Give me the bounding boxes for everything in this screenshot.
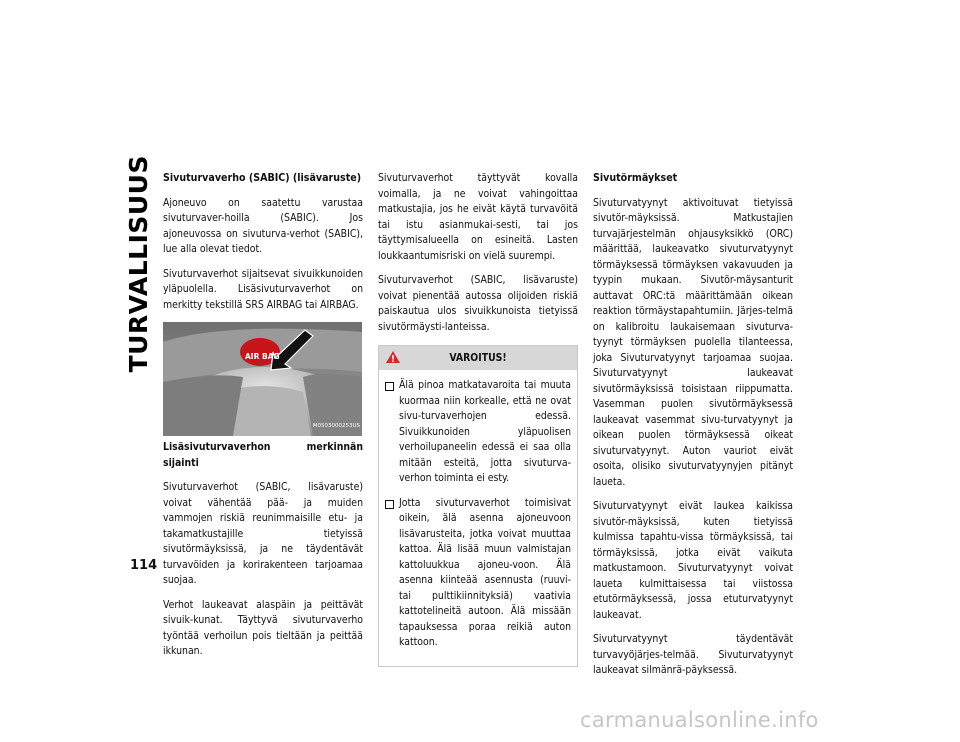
airbag-label-figure bbox=[163, 322, 362, 436]
paragraph: Sivuturvatyynyt aktivoituvat tietyissä sivutör-mäyksissä. Matkustajien turvajärjestelmän ohjausyksikkö (ORC) määrittää, laukeavatko sivuturvatyynyt törmäyksessä törmäyksen vakavuuden ja tyypin mukaan. Sivutör-mäysanturit auttavat ORC:tä määrittämään oikean reaktion törmäystapahtumiin. Järjes-telmä on kalibroitu laukaisemaan sivuturva-tyynyt törmäyksen puolella tilanteessa, joka Sivuturvatyynyt tarjoamaa suojaa. Sivuturvatyynyt laukeavat sivutörmäyksissä toisistaan riippumatta. Vasemman puolen sivutörmäyksessä laukeavat vasemmat sivu-turvatyynyt ja oikean puolen törmäyksessä oikeat sivuturvatyynyt. Auton vauriot eivät osoita, olisiko sivuturvatyynyjen pitänyt laueta. bbox=[593, 196, 793, 488]
figure-caption: Lisäsivuturvaverhon merkinnän sijainti bbox=[163, 441, 363, 469]
column-3 bbox=[593, 171, 793, 688]
checkbox-bullet-icon bbox=[385, 382, 394, 391]
paragraph: Sivuturvaverhot täyttyvät kovalla voimalla, ja ne voivat vahingoittaa matkustajia, jos he eivät käytä turvavöitä tai istu asianmukai-sesti, tai jos täyttymisalueella on esineitä. Lasten loukkaantumisriski on vielä suurempi. bbox=[378, 172, 578, 262]
column-2 bbox=[378, 171, 578, 667]
paragraph: Sivuturvatyynyt eivät laukea kaikissa sivutör-mäyksissä, kuten tietyissä kulmissa tapahtu-vissa törmäyksissä, tai törmäyksissä, jotka eivät vaikuta matkustamoon. Sivuturvatyynyt voivat laueta kulmittaisessa tai viistossa etutörmäyksessä, jossa etuturvatyynyt laukeavat. bbox=[593, 500, 793, 621]
paragraph: Ajoneuvo on saatettu varustaa sivuturvaver-hoilla (SABIC). Jos ajoneuvossa on sivuturva-verhot (SABIC), lue alla olevat tiedot. bbox=[163, 196, 363, 255]
paragraph: Verhot laukeavat alaspäin ja peittävät sivuik-kunat. Täyttyvä sivuturvaverho työntää verhoilun pois tieltään ja peittää ikkunan. bbox=[163, 598, 363, 657]
list-item bbox=[385, 378, 571, 487]
list-item bbox=[385, 496, 571, 651]
airbag-label-text: AIR BAG bbox=[245, 352, 280, 361]
warning-box bbox=[378, 345, 578, 667]
warning-list bbox=[385, 378, 571, 651]
paragraph: Sivuturvaverhot (SABIC, lisävaruste) voivat vähentää pää- ja muiden vammojen riskiä reunimmaisille etu- ja takamatkustajille tietyissä sivutörmäyksissä, ja ne täydentävät turvavöiden ja korirakenteen tarjoamaa suojaa. bbox=[163, 481, 363, 586]
warning-header bbox=[379, 346, 577, 370]
sabic-heading: Sivuturvaverho (SABIC) (lisävaruste) bbox=[163, 172, 362, 184]
figure-code: M0503000253US bbox=[312, 422, 360, 429]
paragraph: Sivuturvatyynyt täydentävät turvavyöjärjes-telmää. Sivuturvatyynyt laukeavat silmänrä-päyksessä. bbox=[593, 633, 793, 676]
warning-item-text: Älä pinoa matkatavaroita tai muuta kuormaa niin korkealle, että ne ovat sivu-turvaverhojen edessä. Sivuikkunoiden yläpuolisen verhoilupaneelin edessä ei saa olla mitään esteitä, jotta sivuturva-verhon toiminta ei esty. bbox=[399, 379, 571, 484]
column-1 bbox=[163, 171, 363, 669]
warning-title: VAROITUS! bbox=[449, 352, 507, 364]
warning-item-text: Jotta sivuturvaverhot toimisivat oikein, älä asenna ajoneuvoon lisävarusteita, jotka voivat muuttaa kattoa. Älä lisää muun valmistajan kattoluukkua ajoneu-voon. Älä asenna kiinteää asennusta (ruuvi- tai pulttikiinnityksiä) vaativia kattotelineitä autoon. Älä missään tapauksessa poraa reikiä auton kattoon. bbox=[399, 496, 571, 648]
checkbox-bullet-icon bbox=[385, 500, 394, 509]
side-impacts-heading: Sivutörmäykset bbox=[593, 172, 678, 184]
page-number: 114 bbox=[130, 558, 158, 573]
section-side-title: TURVALLISUUS bbox=[124, 155, 153, 373]
paragraph: Sivuturvaverhot (SABIC, lisävaruste) voivat pienentää autossa olijoiden riskiä paiskautua ulos sivuikkunoista tietyissä sivutörmäysti-lanteissa. bbox=[378, 274, 578, 333]
watermark: carmanualsonline.info bbox=[580, 708, 819, 732]
warning-triangle-icon bbox=[385, 350, 401, 364]
paragraph: Sivuturvaverhot sijaitsevat sivuikkunoiden yläpuolella. Lisäsivuturvaverhot on merkitty tekstillä SRS AIRBAG tai AIRBAG. bbox=[163, 267, 363, 311]
